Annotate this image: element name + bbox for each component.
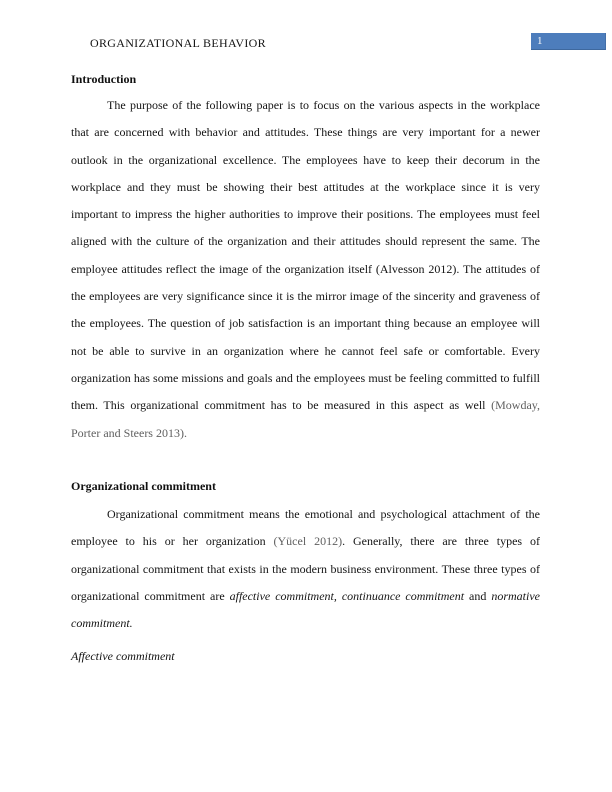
introduction-paragraph	[71, 92, 540, 447]
paragraph-line	[71, 420, 540, 447]
paragraph-line: that are concerned with behavior and attitudes. These things are very important for a newer	[71, 125, 540, 140]
term-normative-continued: commitment.	[71, 616, 133, 631]
citation-mowday-continued: Porter and Steers 2013).	[71, 425, 187, 440]
term-normative: normative	[491, 588, 540, 603]
paragraph-line	[71, 583, 540, 610]
paragraph-line: The purpose of the following paper is to focus on the various aspects in the workplace	[107, 98, 540, 112]
running-head: ORGANIZATIONAL BEHAVIOR	[90, 36, 266, 50]
paragraph-line	[71, 528, 540, 555]
section-heading-introduction: Introduction	[71, 72, 137, 86]
paragraph-line: the employees are very significance since it is the mirror image of the sincerity and graveness of	[71, 289, 540, 304]
paragraph-text: and	[464, 588, 492, 603]
term-affective-continuance: affective commitment, continuance commitment	[229, 588, 465, 603]
paragraph-line: Organizational commitment means the emotional and psychological attachment of the	[107, 507, 540, 521]
page-number-badge	[531, 33, 606, 50]
paragraph-text: them. This organizational commitment has to be measured in this aspect as well	[71, 398, 492, 413]
citation-yucel: (Yücel 2012)	[273, 534, 343, 549]
subsection-heading-affective-commitment: Affective commitment	[71, 649, 175, 663]
citation-mowday: (Mowday,	[491, 398, 540, 413]
paragraph-line: aligned with the culture of the organization and their attitudes should represent the same. The	[71, 234, 540, 249]
paragraph-line: the employees. The question of job satisfaction is an important thing because an employee will	[71, 316, 540, 331]
paragraph-line	[71, 610, 540, 637]
page-number: 1	[537, 35, 543, 47]
paragraph-line: organizational commitment that exists in the modern business environment. These three types of	[71, 561, 540, 576]
paragraph-text: employee to his or her organization	[71, 534, 274, 549]
paragraph-line	[71, 392, 540, 419]
paragraph-line: employee attitudes reflect the image of the organization itself (Alvesson 2012). The attitudes of	[71, 261, 540, 276]
organizational-commitment-paragraph	[71, 501, 540, 637]
paragraph-text: . Generally, there are three types of	[342, 534, 540, 549]
paragraph-text: organizational commitment are	[71, 588, 230, 603]
paragraph-line: outlook in the organizational excellence. The employees have to keep their decorum in the	[71, 152, 540, 167]
paragraph-line: organization has some missions and goals and the employees must be feeling committed to fulfill	[71, 370, 540, 385]
section-heading-organizational-commitment: Organizational commitment	[71, 479, 216, 493]
paragraph-line: important to impress the higher authorities to improve their positions. The employees must feel	[71, 207, 540, 222]
paragraph-line: not be able to survive in an organization where he cannot feel safe or comfortable. Every	[71, 343, 540, 358]
paragraph-line: workplace and they must be showing their best attitudes at the workplace since it is very	[71, 179, 540, 194]
